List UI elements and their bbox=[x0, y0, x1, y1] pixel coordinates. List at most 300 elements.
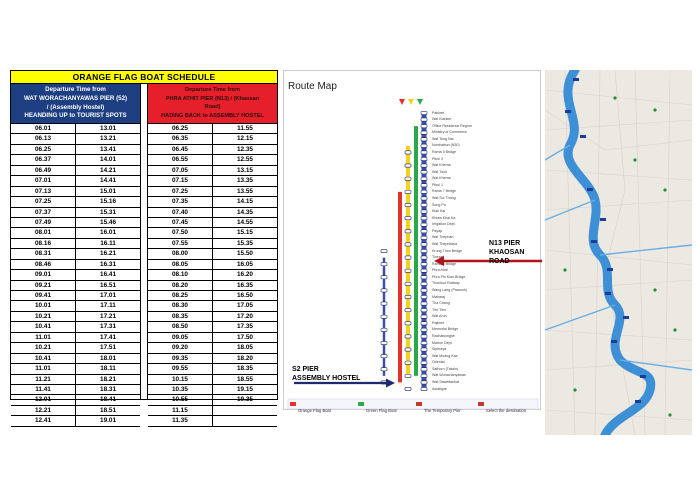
table-cell: 13.15 bbox=[212, 166, 277, 175]
table-cell: 16.41 bbox=[75, 270, 140, 279]
pier-station bbox=[381, 341, 387, 344]
pier-label: Maharaj bbox=[432, 294, 445, 299]
pier-station bbox=[405, 348, 411, 351]
table-cell: 18.41 bbox=[75, 395, 140, 404]
pier-label: Memorial Bridge bbox=[432, 327, 459, 332]
table-cell: 11.41 bbox=[35, 385, 51, 393]
table-row bbox=[11, 312, 140, 322]
table-row bbox=[148, 406, 277, 416]
table-row bbox=[11, 281, 140, 291]
pier-station bbox=[405, 203, 411, 206]
table-cell: 08.00 bbox=[171, 250, 188, 258]
pier-station bbox=[421, 131, 427, 134]
table-cell: 16.21 bbox=[75, 249, 140, 258]
table-cell: 16.50 bbox=[212, 291, 277, 300]
table-cell: 17.21 bbox=[75, 312, 140, 321]
table-row bbox=[148, 208, 277, 218]
pier-station bbox=[421, 223, 427, 226]
table-cell: 17.05 bbox=[212, 301, 277, 310]
legend-green-swatch bbox=[358, 402, 364, 406]
table-cell bbox=[212, 416, 277, 425]
pier-station bbox=[405, 164, 411, 167]
table-row bbox=[11, 270, 140, 280]
pier-label: Rama 8 Bridge bbox=[432, 261, 456, 266]
pier-station bbox=[421, 295, 427, 298]
table-cell bbox=[212, 406, 277, 415]
table-row bbox=[11, 260, 140, 270]
table-cell: 07.25 bbox=[171, 187, 188, 195]
table-row bbox=[148, 416, 277, 426]
table-cell: 06.55 bbox=[171, 156, 188, 164]
pier-label: Irrigation Dept. bbox=[432, 222, 456, 227]
table-cell: 07.25 bbox=[35, 198, 51, 206]
table-row bbox=[11, 416, 140, 426]
table-cell: 08.30 bbox=[171, 302, 188, 310]
pier-station bbox=[421, 355, 427, 358]
table-cell: 11.21 bbox=[35, 375, 51, 383]
pier-station bbox=[421, 322, 427, 325]
pier-station bbox=[421, 309, 427, 312]
table-row bbox=[11, 176, 140, 186]
table-row bbox=[148, 239, 277, 249]
pier-label: Kiak Kai bbox=[432, 209, 446, 214]
table-row bbox=[11, 145, 140, 155]
pier-label: Wat Worachanyawas bbox=[432, 373, 466, 378]
table-cell: 11.15 bbox=[172, 406, 188, 414]
table-cell: 19.35 bbox=[212, 395, 277, 404]
pier-station bbox=[421, 177, 427, 180]
pier-station bbox=[421, 197, 427, 200]
table-cell: 18.55 bbox=[212, 375, 277, 384]
table-cell: 06.13 bbox=[35, 135, 51, 143]
pier-label: Rajinee bbox=[432, 320, 445, 325]
table-cell: 14.21 bbox=[75, 166, 140, 175]
table-cell: 19.01 bbox=[75, 416, 140, 425]
pier-station bbox=[405, 387, 411, 390]
pier-station bbox=[421, 157, 427, 160]
table-cell: 18.20 bbox=[212, 354, 277, 363]
legend-select-swatch bbox=[478, 402, 484, 406]
table-cell: 18.31 bbox=[75, 385, 140, 394]
table-cell: 07.13 bbox=[35, 187, 51, 195]
table-cell: 07.55 bbox=[171, 239, 188, 247]
table-cell: 18.11 bbox=[75, 364, 140, 373]
table-row bbox=[148, 385, 277, 395]
pier-label: Wat Thepnitasa bbox=[432, 242, 457, 247]
pier-label: Pakkret bbox=[432, 110, 445, 115]
table-cell: 12.01 bbox=[35, 396, 51, 404]
khaosan-callout bbox=[489, 248, 540, 266]
s2-arrow-head bbox=[386, 379, 395, 388]
pier-label: Phra Athit bbox=[432, 268, 448, 273]
pier-label: Wat Tuek bbox=[432, 169, 448, 174]
table-cell: 12.21 bbox=[35, 406, 51, 414]
pier-station bbox=[421, 230, 427, 233]
pier-station bbox=[381, 328, 387, 331]
column-divider bbox=[140, 84, 148, 399]
table-cell: 09.55 bbox=[171, 365, 188, 373]
table-cell: 06.45 bbox=[171, 145, 188, 153]
yellow-flag-icon bbox=[408, 99, 414, 105]
table-row bbox=[11, 291, 140, 301]
table-row bbox=[148, 134, 277, 144]
right-header-line2: PHRA ATHIT PIER (N13) / (Khaosan bbox=[165, 95, 260, 102]
table-cell: 15.16 bbox=[75, 197, 140, 206]
table-cell: 10.01 bbox=[35, 302, 51, 310]
right-schedule-rows bbox=[148, 124, 277, 427]
pier-label: Wat Muang Kae bbox=[432, 353, 458, 358]
legend-orange-swatch bbox=[290, 402, 296, 406]
pier-station bbox=[421, 269, 427, 272]
pier-station bbox=[421, 184, 427, 187]
table-cell: 08.05 bbox=[171, 260, 188, 268]
pier-station bbox=[381, 289, 387, 292]
pier-station bbox=[405, 295, 411, 298]
table-cell: 12.15 bbox=[212, 134, 277, 143]
table-cell: 14.41 bbox=[75, 176, 140, 185]
right-column-header bbox=[148, 84, 277, 124]
legend-temp: The Temporary Pier bbox=[424, 408, 461, 413]
pier-station bbox=[421, 348, 427, 351]
table-cell: 16.11 bbox=[75, 239, 140, 248]
pier-label: Wat Tong Nai bbox=[432, 136, 454, 141]
table-row bbox=[11, 354, 140, 364]
table-cell: 17.20 bbox=[212, 312, 277, 321]
table-cell: 17.41 bbox=[75, 333, 140, 342]
table-row bbox=[148, 322, 277, 332]
table-cell: 08.25 bbox=[171, 292, 188, 299]
table-cell: 08.31 bbox=[35, 250, 51, 258]
table-row bbox=[148, 281, 277, 291]
pier-station bbox=[405, 269, 411, 272]
pier-station bbox=[381, 355, 387, 358]
s2-callout-line2: ASSEMBLY HOSTEL bbox=[292, 375, 361, 382]
table-cell: 12.41 bbox=[35, 417, 51, 425]
table-cell: 07.35 bbox=[171, 198, 188, 206]
table-row bbox=[148, 270, 277, 280]
table-cell: 10.21 bbox=[35, 312, 51, 320]
table-cell: 07.15 bbox=[171, 177, 188, 185]
table-cell: 08.16 bbox=[35, 239, 51, 247]
table-row bbox=[148, 343, 277, 353]
legend-orange: Orange Flag Boat bbox=[298, 408, 332, 413]
table-row bbox=[148, 176, 277, 186]
pier-station bbox=[421, 276, 427, 279]
pier-station bbox=[421, 171, 427, 174]
pier-label: Thewet bbox=[432, 255, 444, 260]
pier-label: Khiaw Khai Ka bbox=[432, 215, 456, 220]
pier-station bbox=[421, 203, 427, 206]
table-cell: 18.51 bbox=[75, 406, 140, 415]
table-cell: 10.15 bbox=[171, 375, 188, 383]
table-cell: 11.01 bbox=[35, 365, 51, 373]
table-cell: 15.01 bbox=[75, 187, 140, 196]
table-cell: 07.37 bbox=[35, 208, 51, 216]
table-row bbox=[11, 187, 140, 197]
table-cell: 08.50 bbox=[171, 323, 188, 331]
table-cell: 13.35 bbox=[212, 176, 277, 185]
pier-label: Nonthaburi (N30) bbox=[432, 143, 460, 148]
pier-station bbox=[405, 190, 411, 193]
pier-label: Krung Thon Bridge bbox=[432, 248, 463, 253]
table-cell: 10.35 bbox=[171, 385, 188, 393]
pier-station bbox=[405, 177, 411, 180]
pier-label: Rachawongse bbox=[432, 334, 455, 339]
table-row bbox=[148, 375, 277, 385]
table-cell: 18.05 bbox=[212, 343, 277, 352]
pier-label: Tha Chang bbox=[432, 301, 450, 306]
pier-station bbox=[421, 125, 427, 128]
pier-station bbox=[421, 361, 427, 364]
pier-station bbox=[421, 118, 427, 121]
boat-schedule-table bbox=[10, 70, 278, 425]
table-row bbox=[148, 124, 277, 134]
pier-station bbox=[405, 335, 411, 338]
table-cell: 09.41 bbox=[35, 292, 51, 299]
pier-station bbox=[405, 230, 411, 233]
table-cell: 14.55 bbox=[212, 218, 277, 227]
table-cell: 11.55 bbox=[212, 124, 277, 133]
table-row bbox=[11, 385, 140, 395]
table-cell: 08.46 bbox=[35, 260, 51, 268]
pier-station bbox=[421, 341, 427, 344]
table-cell: 06.37 bbox=[35, 156, 51, 164]
pier-station bbox=[421, 381, 427, 384]
pier-label: Wat Khema bbox=[432, 163, 451, 168]
table-cell: 13.41 bbox=[75, 145, 140, 154]
table-cell: 17.35 bbox=[212, 322, 277, 331]
pier-label: Office Residence Region bbox=[432, 123, 472, 128]
table-row bbox=[148, 228, 277, 238]
table-cell: 11.01 bbox=[35, 333, 51, 341]
table-row bbox=[148, 145, 277, 155]
table-cell: 14.01 bbox=[75, 155, 140, 164]
table-cell: 08.01 bbox=[35, 229, 51, 237]
table-cell: 09.35 bbox=[171, 354, 188, 362]
n13-callout-line2: KHAOSAN ROAD bbox=[489, 249, 525, 265]
pier-label: The Tien bbox=[432, 307, 446, 312]
pier-station bbox=[421, 387, 427, 390]
pier-label: Payap bbox=[432, 228, 443, 233]
pier-label: Wat Arun bbox=[432, 314, 447, 319]
table-row bbox=[11, 155, 140, 165]
table-cell: 10.55 bbox=[171, 396, 188, 404]
table-cell: 16.51 bbox=[75, 281, 140, 290]
table-cell: 07.40 bbox=[171, 208, 188, 216]
left-header-line2: WAT WORACHANYAWAS PIER (52) bbox=[23, 94, 128, 102]
legend-green: Green Flag Boat bbox=[366, 408, 397, 413]
pier-label: Pibul 1 bbox=[432, 182, 443, 187]
right-header-line1: Departure Time from bbox=[185, 87, 240, 93]
pier-label: Ministry of Commerce bbox=[432, 130, 467, 135]
legend-select: Select the destination bbox=[486, 408, 527, 413]
pier-label: Siphraya bbox=[432, 347, 447, 352]
pier-station bbox=[381, 302, 387, 305]
table-cell: 06.25 bbox=[35, 145, 51, 153]
pier-station bbox=[405, 309, 411, 312]
pier-label: Wat Kianket bbox=[432, 117, 452, 122]
right-header-line4: HADING BACK to ASSEMBLY HOSTEL bbox=[161, 112, 264, 119]
pier-label: Oriental bbox=[432, 360, 445, 365]
left-schedule-column bbox=[11, 84, 140, 425]
table-cell: 13.21 bbox=[75, 134, 140, 143]
table-row bbox=[11, 364, 140, 374]
table-cell: 17.31 bbox=[75, 322, 140, 331]
pier-station bbox=[421, 256, 427, 259]
table-row bbox=[148, 364, 277, 374]
table-cell: 16.05 bbox=[212, 260, 277, 269]
table-row bbox=[148, 187, 277, 197]
left-header-line4: HEANDING UP to TOURIST SPOTS bbox=[24, 112, 127, 120]
pier-label: Thonburi Railway bbox=[432, 281, 460, 286]
s2-pier-callout bbox=[292, 365, 360, 383]
pier-station bbox=[405, 151, 411, 154]
pier-label: Rama 5 Bridge bbox=[432, 150, 456, 155]
table-cell: 07.45 bbox=[171, 218, 188, 226]
pier-label: Wat Thepnari bbox=[432, 235, 454, 240]
s2-callout-line1: S2 PIER bbox=[292, 366, 319, 373]
pier-station bbox=[421, 249, 427, 252]
pier-station bbox=[405, 374, 411, 377]
table-cell: 17.50 bbox=[212, 333, 277, 342]
pier-station bbox=[421, 111, 427, 114]
table-cell: 17.11 bbox=[75, 301, 140, 310]
table-cell: 10.41 bbox=[35, 323, 51, 331]
table-row bbox=[148, 395, 277, 405]
table-cell: 19.15 bbox=[212, 385, 277, 394]
table-row bbox=[148, 166, 277, 176]
pier-station bbox=[421, 217, 427, 220]
pier-label: Phra Pin Klao Bridge bbox=[432, 274, 466, 279]
pier-station bbox=[405, 322, 411, 325]
table-cell: 08.20 bbox=[171, 281, 188, 289]
table-cell: 09.21 bbox=[35, 281, 51, 289]
table-row bbox=[11, 218, 140, 228]
left-schedule-rows bbox=[11, 124, 140, 427]
table-row bbox=[11, 124, 140, 134]
table-row bbox=[11, 343, 140, 353]
table-cell: 07.05 bbox=[171, 166, 188, 174]
table-cell: 06.25 bbox=[171, 125, 188, 132]
pier-station bbox=[405, 243, 411, 246]
n13-pier-callout bbox=[489, 239, 520, 248]
table-cell: 16.35 bbox=[212, 281, 277, 290]
table-row bbox=[11, 249, 140, 259]
table-cell: 18.35 bbox=[212, 364, 277, 373]
table-cell: 14.15 bbox=[212, 197, 277, 206]
table-cell: 15.15 bbox=[212, 228, 277, 237]
table-cell: 09.05 bbox=[171, 333, 188, 341]
table-cell: 18.21 bbox=[75, 375, 140, 384]
table-row bbox=[148, 260, 277, 270]
table-cell: 09.20 bbox=[171, 344, 188, 352]
pier-label: Wat Sawettachat bbox=[432, 380, 460, 385]
table-row bbox=[11, 333, 140, 343]
table-row bbox=[148, 249, 277, 259]
pier-station bbox=[421, 151, 427, 154]
table-cell: 12.35 bbox=[212, 145, 277, 154]
table-cell: 16.31 bbox=[75, 260, 140, 269]
table-row bbox=[11, 228, 140, 238]
table-row bbox=[11, 375, 140, 385]
table-cell: 16.20 bbox=[212, 270, 277, 279]
pier-station bbox=[381, 368, 387, 371]
table-cell: 13.01 bbox=[75, 124, 140, 133]
table-cell: 07.49 bbox=[35, 218, 51, 226]
table-cell: 14.35 bbox=[212, 208, 277, 217]
pier-station bbox=[405, 282, 411, 285]
pier-station bbox=[405, 256, 411, 259]
table-cell: 11.35 bbox=[172, 417, 188, 425]
pier-label: Rama 7 Bridge bbox=[432, 189, 456, 194]
table-row bbox=[11, 301, 140, 311]
pier-label: Pibul 3 bbox=[432, 156, 443, 161]
pier-station bbox=[421, 263, 427, 266]
pier-station bbox=[381, 263, 387, 266]
pier-label: Marine Dept. bbox=[432, 340, 453, 345]
table-cell: 15.50 bbox=[212, 249, 277, 258]
left-column-header bbox=[11, 84, 140, 124]
pier-station bbox=[421, 368, 427, 371]
pier-label: Wat Soi Thong bbox=[432, 196, 456, 201]
n13-callout-line1: N13 PIER bbox=[489, 240, 521, 247]
table-cell: 08.10 bbox=[171, 271, 188, 279]
pier-station bbox=[421, 282, 427, 285]
right-schedule-column bbox=[148, 84, 277, 425]
table-row bbox=[11, 166, 140, 176]
legend-temp-swatch bbox=[416, 402, 422, 406]
pier-station bbox=[405, 217, 411, 220]
table-row bbox=[148, 155, 277, 165]
table-cell: 08.35 bbox=[171, 312, 188, 320]
right-header-line3: Road) bbox=[204, 104, 221, 111]
pier-station bbox=[381, 315, 387, 318]
table-cell: 10.21 bbox=[35, 344, 51, 352]
green-flag-icon bbox=[417, 99, 423, 105]
pier-label: Wat Khema bbox=[432, 176, 451, 181]
table-cell: 15.46 bbox=[75, 218, 140, 227]
table-cell: 17.51 bbox=[75, 343, 140, 352]
pier-label: Wang Lang (Prannok) bbox=[432, 288, 468, 293]
table-row bbox=[11, 239, 140, 249]
route-map-title: Route Map bbox=[288, 81, 337, 92]
table-cell: 09.01 bbox=[35, 271, 51, 279]
river-map-image bbox=[545, 70, 692, 435]
schedule-title: ORANGE FLAG BOAT SCHEDULE bbox=[11, 71, 277, 84]
pier-station bbox=[421, 236, 427, 239]
pier-station bbox=[421, 289, 427, 292]
left-header-line3: / (Assembly Hostel) bbox=[46, 103, 105, 111]
table-row bbox=[148, 197, 277, 207]
table-row bbox=[148, 301, 277, 311]
pier-station bbox=[421, 138, 427, 141]
table-row bbox=[11, 197, 140, 207]
pier-station bbox=[421, 328, 427, 331]
pier-station bbox=[421, 315, 427, 318]
pier-station bbox=[421, 335, 427, 338]
table-cell: 17.01 bbox=[75, 291, 140, 300]
table-cell: 15.31 bbox=[75, 208, 140, 217]
table-cell: 07.50 bbox=[171, 229, 188, 237]
table-row bbox=[11, 395, 140, 405]
table-cell: 06.49 bbox=[35, 166, 51, 174]
table-cell: 06.35 bbox=[171, 135, 188, 143]
pier-station bbox=[421, 164, 427, 167]
table-row bbox=[148, 312, 277, 322]
pier-station bbox=[421, 243, 427, 246]
pier-station bbox=[421, 210, 427, 213]
table-cell: 06.01 bbox=[35, 125, 51, 132]
